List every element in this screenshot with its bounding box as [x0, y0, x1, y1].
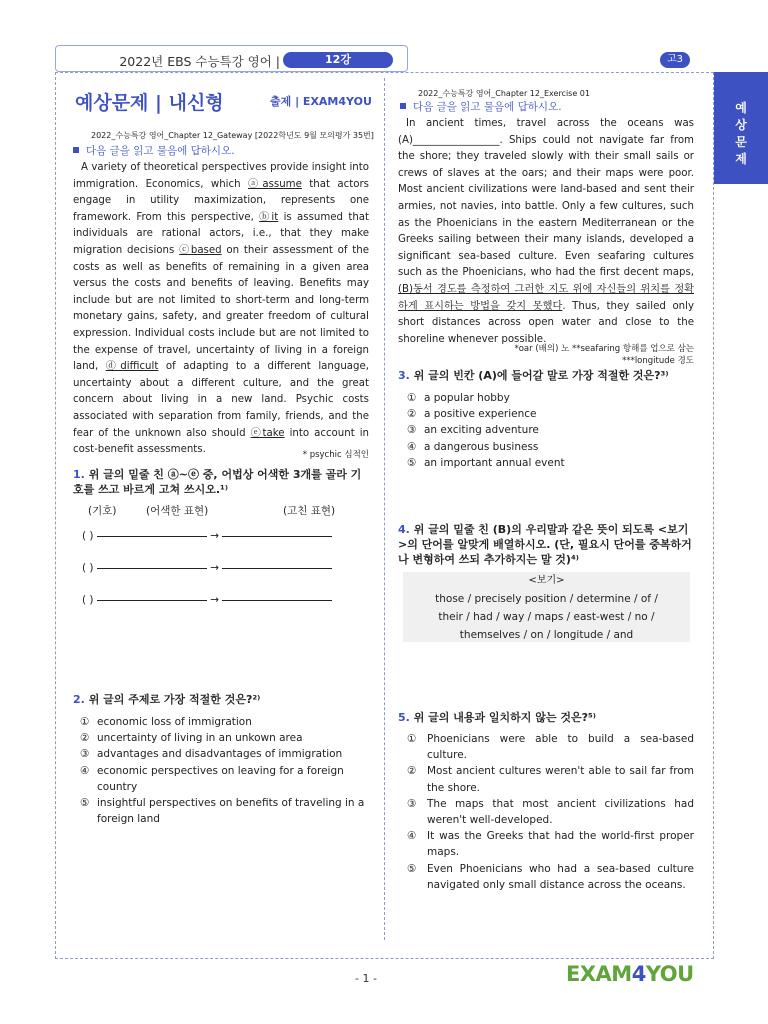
- option[interactable]: [407, 828, 694, 860]
- page-number: - 1 -: [355, 972, 377, 985]
- word-box-line: their / had / way / maps / east-west / no /: [438, 611, 655, 623]
- fixed-blank[interactable]: [222, 600, 332, 601]
- q1-answer-row: [82, 562, 332, 574]
- question-number: 1.: [73, 468, 85, 481]
- left-instruction-text: 다음 글을 읽고 물음에 답하시오.: [86, 145, 235, 157]
- question-text: 위 글의 내용과 일치하지 않는 것은?⁵⁾: [413, 711, 596, 724]
- side-tab: [714, 72, 768, 184]
- option-number: ②: [80, 732, 90, 745]
- option-text: advantages and disadvantages of immigration: [97, 748, 343, 761]
- right-footnote-2: ***longitude 경도: [622, 356, 694, 366]
- option[interactable]: [407, 731, 694, 763]
- square-bullet-icon: [400, 103, 406, 109]
- option-number: ⑤: [407, 862, 417, 875]
- option[interactable]: [407, 861, 694, 893]
- exam4you-logo: [566, 962, 694, 986]
- question-number: 5.: [398, 711, 410, 724]
- logo-part: YOU: [645, 962, 694, 986]
- passage-text: that actors engage in utility maximization, represents one framework. From this perspective,: [73, 178, 369, 223]
- symbol-blank[interactable]: ( ): [82, 530, 94, 542]
- column-divider: [384, 78, 385, 940]
- option[interactable]: [80, 714, 370, 730]
- option-text: a dangerous business: [424, 440, 539, 453]
- passage-text: . Thus, they sailed only short distances across open water and close to the shoreline whenever possible.: [398, 300, 694, 345]
- wrong-blank[interactable]: [97, 568, 207, 569]
- logo-part: 4: [631, 962, 646, 986]
- question-number: 2.: [73, 693, 85, 706]
- option-text: a positive experience: [424, 408, 537, 421]
- option[interactable]: [407, 390, 687, 406]
- underline-d: ⓓdifficult: [105, 361, 159, 373]
- question-text: 위 글의 빈칸 (A)에 들어갈 말로 가장 적절한 것은?³⁾: [413, 369, 669, 382]
- option-text: Most ancient cultures weren't able to sail far from the shore.: [427, 765, 694, 794]
- option-number: ③: [407, 424, 417, 437]
- option-number: ⑤: [80, 797, 90, 810]
- option[interactable]: [407, 439, 687, 455]
- question-3: [398, 368, 698, 383]
- passage-text: of adapting to a different language, uncertainty about a different culture, and the great concern about living in a new land. Psychic costs associated with separation from family, friends, and the fear of the unknown also should: [73, 361, 370, 439]
- q2-options: [80, 714, 370, 827]
- passage-text: A variety of theoretical perspectives provide insight into immigration. Economics, which: [73, 162, 369, 190]
- fixed-blank[interactable]: [222, 536, 332, 537]
- option[interactable]: [407, 422, 687, 438]
- wrong-blank[interactable]: [97, 536, 207, 537]
- square-bullet-icon: [73, 147, 79, 153]
- passage-text: In ancient times, travel across the oceans was (A)_________________. Ships could not navigate far from the shore; they traveled slowly with their small sails or crews of slaves at the oars; and their maps were poor. Most ancient civilizations were land-based and sent their armies, not navies, into battle. Only a few cultures, such as the Phoenicians in the eastern Mediterranean or the Greeks sailing between their many islands, developed a significant sea-based culture. Even seafaring cultures such as the Phoenicians, who had the first decent maps,: [398, 118, 694, 279]
- option-number: ②: [407, 408, 417, 421]
- option-number: ④: [407, 830, 417, 843]
- right-source: 2022_수능특강 영어_Chapter 12_Exercise 01: [418, 89, 590, 98]
- option-number: ④: [407, 440, 417, 453]
- option[interactable]: [407, 763, 694, 795]
- option-text: a popular hobby: [424, 392, 510, 404]
- option[interactable]: [407, 455, 687, 471]
- option[interactable]: [80, 746, 370, 762]
- option-text: insightful perspectives on benefits of traveling in a foreign land: [97, 797, 365, 826]
- lesson-badge: 12강: [283, 52, 393, 68]
- left-source: 2022_수능특강 영어_Chapter 12_Gateway [2022학년도 9월 모의평가 35번]: [91, 131, 374, 140]
- left-footnote: * psychic 심적인: [302, 450, 369, 460]
- right-instruction: [400, 99, 562, 114]
- q1-answer-row: [82, 530, 332, 542]
- arrow-icon: →: [210, 562, 220, 574]
- source-label: 출제 | EXAM4YOU: [270, 95, 372, 108]
- question-text: 위 글의 밑줄 친 (B)의 우리말과 같은 뜻이 되도록 <보기>의 단어를 알맞게 배열하시오. (단, 필요시 단어를 중복하거나 변형하여 쓰되 추가하지는 말 것)⁴⁾: [398, 523, 692, 566]
- option-text: uncertainty of living in an unkown area: [97, 732, 303, 745]
- underline-a: ⓐassume: [247, 178, 302, 190]
- q1-col-wrong: (어색한 표현): [146, 505, 209, 517]
- right-passage: [398, 116, 694, 348]
- passage-text: is assumed that individuals are rational actors, i.e., that they make migration decisions: [73, 211, 370, 256]
- word-box-line: themselves / on / longitude / and: [459, 629, 634, 641]
- question-number: 4.: [398, 523, 410, 536]
- right-instruction-text: 다음 글을 읽고 물음에 답하시오.: [413, 101, 562, 113]
- option-text: an important annual event: [424, 456, 565, 469]
- question-text: 위 글의 주제로 가장 적절한 것은?²⁾: [88, 693, 261, 706]
- left-instruction: [73, 143, 235, 158]
- passage-text: into account in cost-benefit assessments.: [73, 427, 370, 456]
- symbol-blank[interactable]: ( ): [82, 562, 94, 574]
- word-box-title: <보기>: [528, 575, 565, 586]
- option-text: Even Phoenicians who had a sea-based culture navigated only small distance across the oceans.: [427, 862, 694, 891]
- option-number: ②: [407, 765, 417, 778]
- header-title: 2022년 EBS 수능특강 영어 |: [119, 54, 280, 69]
- option-text: economic loss of immigration: [97, 716, 252, 728]
- left-passage: [73, 160, 369, 459]
- question-4: [398, 522, 696, 567]
- option-number: ①: [407, 392, 417, 404]
- option-number: ①: [407, 733, 417, 745]
- logo-part: EXAM: [566, 962, 632, 986]
- q1-col-symbol: (기호): [88, 505, 117, 517]
- arrow-icon: →: [210, 530, 220, 542]
- option[interactable]: [407, 406, 687, 422]
- question-number: 3.: [398, 369, 410, 382]
- option[interactable]: [80, 763, 370, 795]
- option-text: an exciting adventure: [424, 424, 539, 437]
- arrow-icon: →: [210, 594, 220, 606]
- underline-c: ⓒbased: [179, 244, 222, 256]
- fixed-blank[interactable]: [222, 568, 332, 569]
- q3-options: [407, 390, 687, 471]
- page-title: 예상문제 | 내신형: [75, 92, 224, 114]
- option-text: The maps that most ancient civilizations had weren't well-developed.: [427, 797, 694, 827]
- option-number: ③: [80, 748, 90, 761]
- q5-options: [407, 731, 694, 893]
- option[interactable]: [80, 795, 370, 827]
- option-number: ④: [80, 764, 90, 777]
- word-box-line: those / precisely position / determine / of /: [435, 593, 658, 605]
- passage-text: on their assessment of the costs as well as benefits of remaining in a given area versus the costs and benefits of leaving. Benefits may include but are not limited to short-term and long-term monetary gains, safety, and greater freedom of cultural expression. Individual costs include but are not limited to the expense of travel, uncertainty of living in a foreign land,: [73, 244, 369, 373]
- underline-e: ⓔtake: [250, 427, 285, 439]
- grade-badge: 고3: [660, 52, 690, 68]
- q1-col-fixed: (고친 표현): [283, 505, 336, 517]
- option-number: ③: [407, 797, 417, 810]
- option-text: economic perspectives on leaving for a foreign country: [97, 764, 344, 793]
- q1-answer-row: [82, 594, 332, 606]
- question-2: [73, 692, 371, 707]
- option[interactable]: [407, 796, 694, 828]
- underline-b: ⓑit: [259, 211, 279, 223]
- question-text: 위 글의 밑줄 친 ⓐ~ⓔ 중, 어법상 어색한 3개를 골라 기호를 쓰고 바르게 고쳐 쓰시오.¹⁾: [73, 468, 362, 496]
- question-5: [398, 710, 698, 725]
- option-text: Phoenicians were able to build a sea-based culture.: [427, 733, 694, 762]
- option[interactable]: [80, 730, 370, 746]
- question-1: [73, 467, 371, 497]
- right-footnote-1: *oar (배의) 노 **seafaring 항해를 업으로 삼는: [514, 344, 694, 354]
- side-tab-label: 예상문제: [735, 101, 747, 166]
- symbol-blank[interactable]: ( ): [82, 594, 94, 606]
- word-box: [403, 572, 690, 642]
- option-number: ①: [80, 716, 90, 728]
- wrong-blank[interactable]: [97, 600, 207, 601]
- option-number: ⑤: [407, 456, 417, 469]
- underline-b-korean: (B)동서 경도를 측정하여 그러한 지도 위에 자신들의 위치를 정확하게 표시하는 방법을 갖지 못했다: [398, 283, 694, 312]
- option-text: It was the Greeks that had the world-first proper maps.: [427, 830, 694, 859]
